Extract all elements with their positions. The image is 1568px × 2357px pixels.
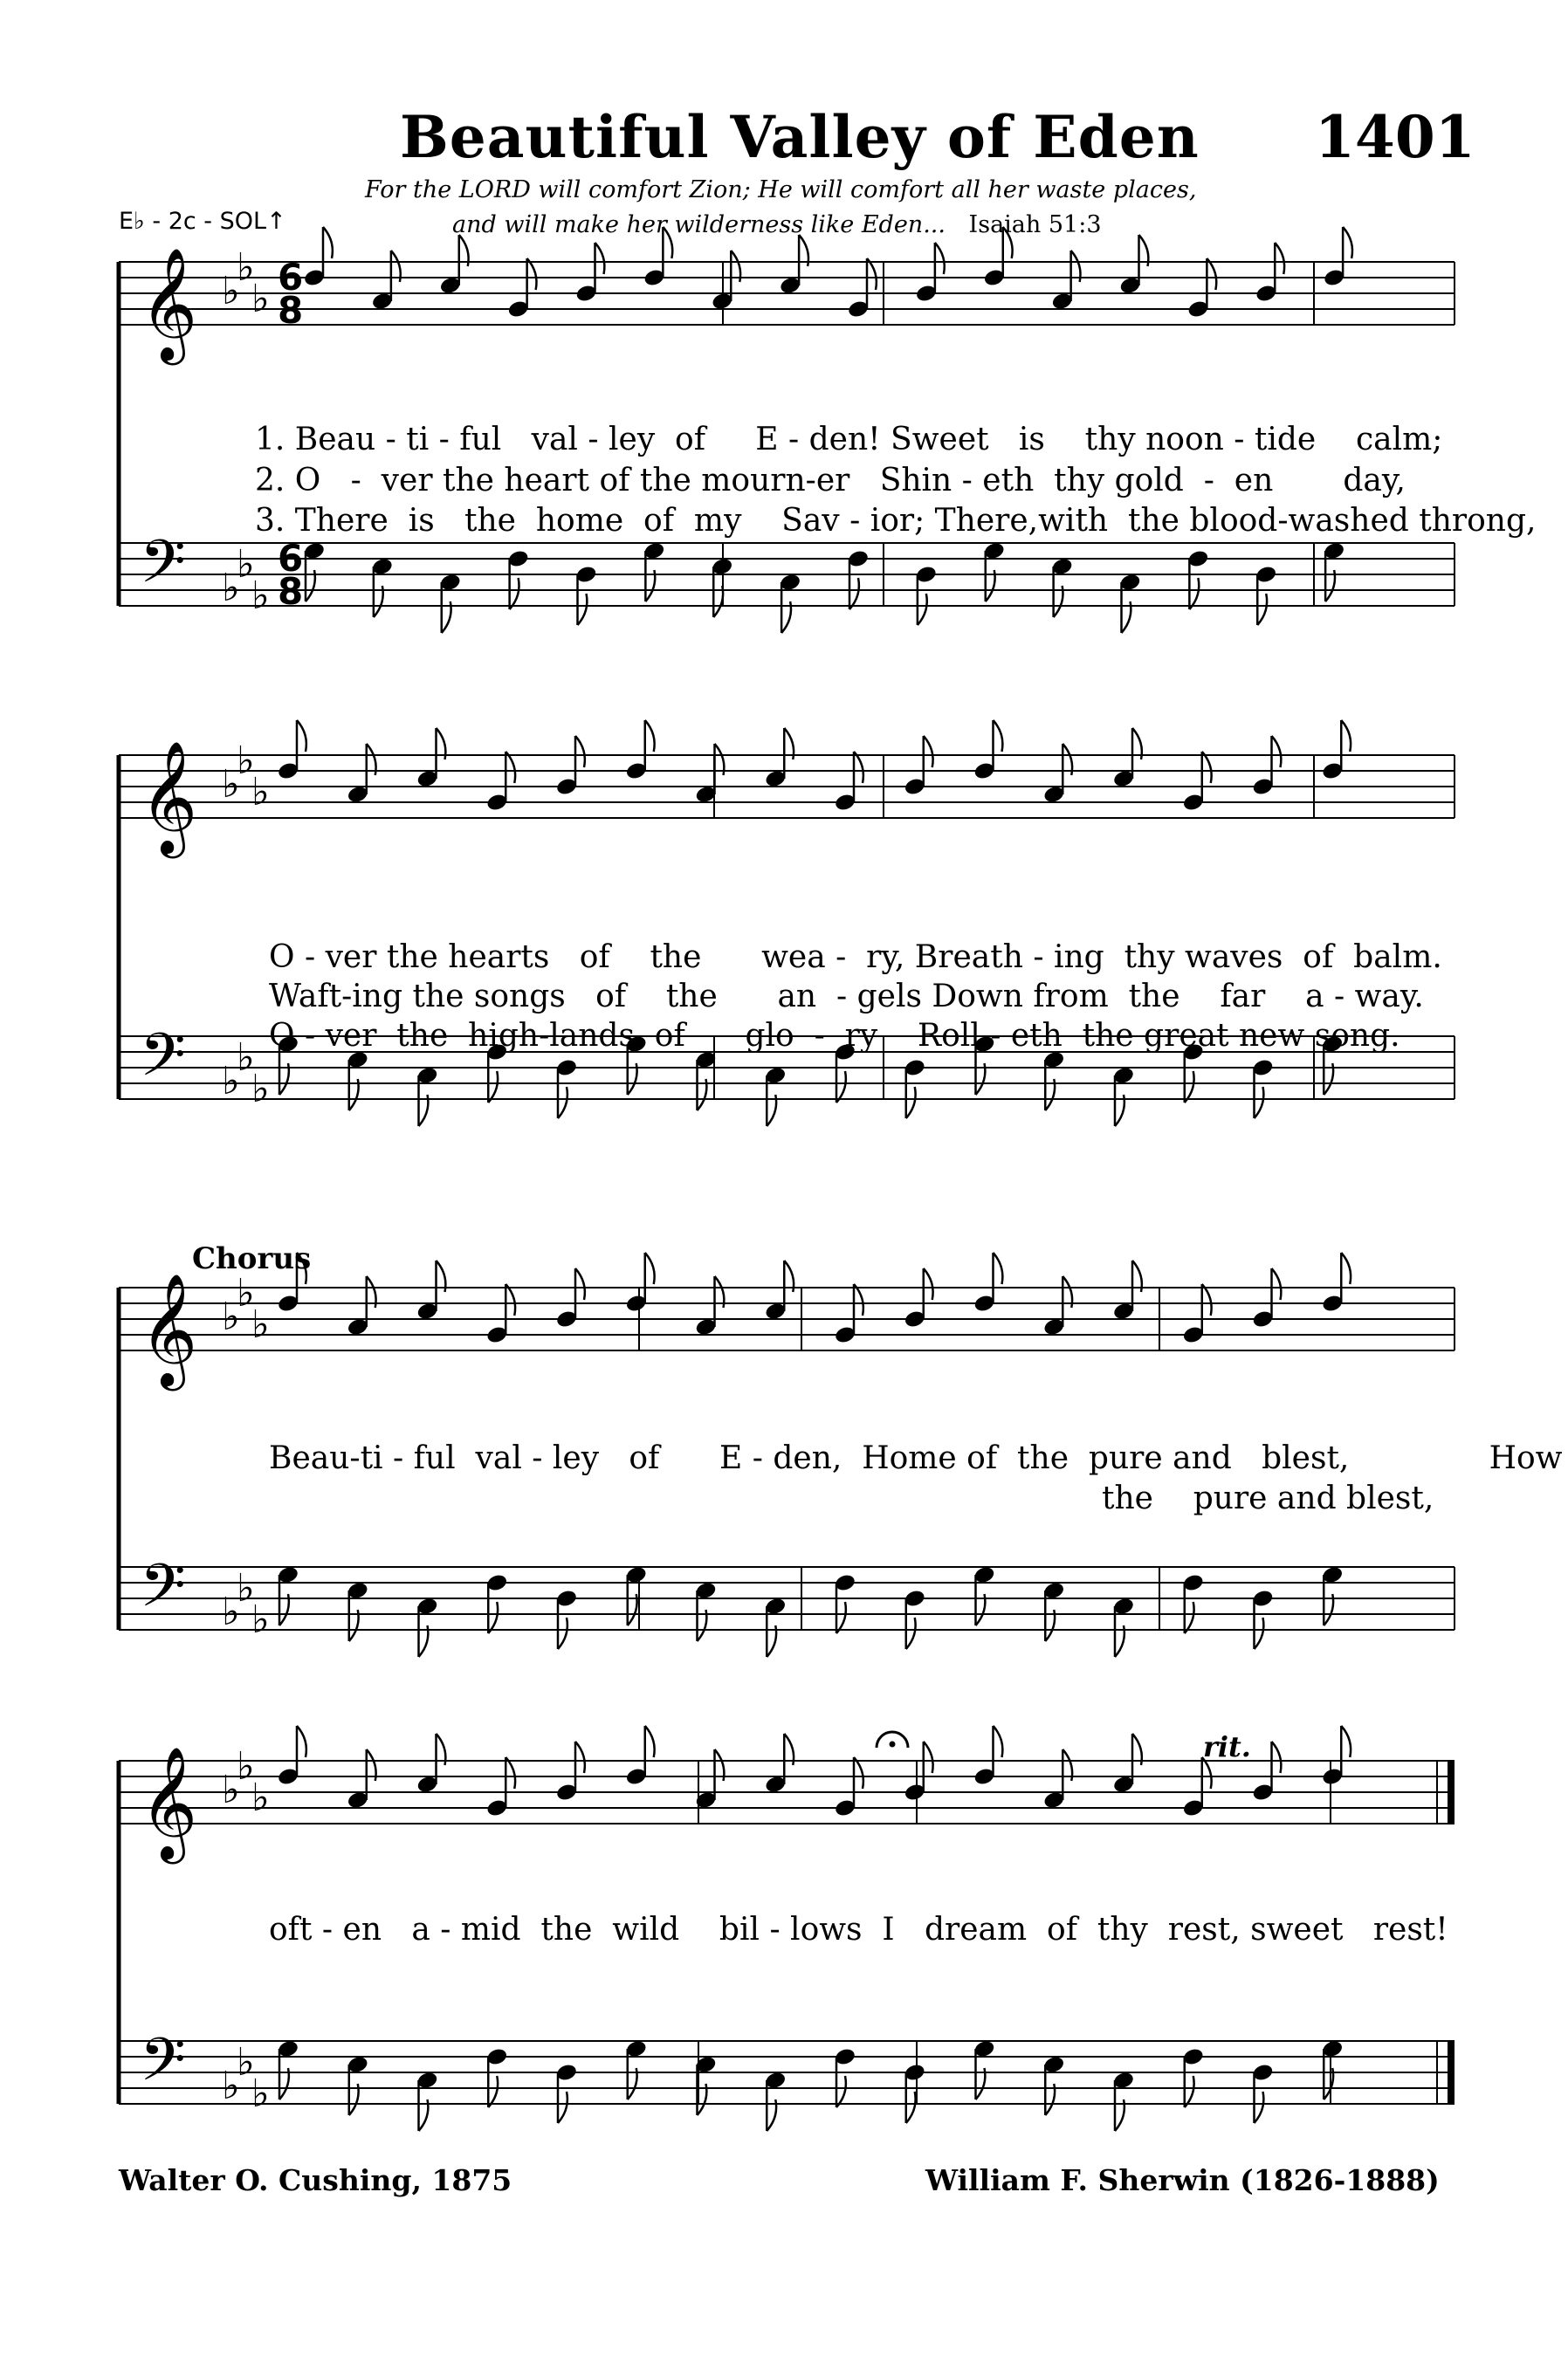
lyric-line: 2. O - ver the heart of the mourn-er Shin - eth thy gold - en day,: [255, 463, 1406, 498]
lyric-line: Beau-ti - ful val - ley of E - den, Home of the pure and blest, How: [269, 1440, 1563, 1476]
flat-sign-icon: ♭: [222, 269, 240, 313]
note-flag: [505, 1284, 515, 1316]
note-flag: [1255, 1087, 1264, 1118]
fermata-dot: [890, 1742, 896, 1748]
note-flag: [906, 1087, 916, 1118]
flat-sign-icon: ♭: [251, 2072, 270, 2116]
note-flag: [924, 1268, 933, 1300]
note-flag: [1341, 1726, 1351, 1757]
note-flag: [836, 1071, 846, 1103]
note-flag: [836, 1602, 846, 1633]
note-flag: [558, 2092, 567, 2123]
note-flag: [994, 720, 1003, 752]
note-flag: [1272, 736, 1282, 767]
flat-sign-icon: ♭: [222, 1059, 240, 1103]
flat-sign-icon: ♭: [251, 574, 270, 618]
flat-sign-icon: ♭: [237, 542, 255, 587]
flat-sign-icon: ♭: [251, 277, 270, 321]
note-flag: [1189, 578, 1199, 609]
flat-sign-icon: ♭: [251, 770, 270, 814]
lyric-line: O - ver the hearts of the wea - ry, Breath - ing thy waves of balm.: [269, 939, 1442, 975]
note-flag: [867, 258, 877, 290]
treble-clef-icon: 𝄞: [140, 740, 198, 854]
note-flag: [488, 1071, 498, 1103]
note-flag: [1185, 1602, 1194, 1633]
note-flag: [906, 2092, 916, 2123]
note-flag: [575, 1268, 585, 1300]
flat-sign-icon: ♭: [251, 1598, 270, 1642]
hymn-title: Beautiful Valley of Eden: [400, 103, 1200, 171]
scripture-epigraph-line2: [452, 211, 1102, 238]
chorus-label: Chorus: [192, 1241, 312, 1276]
time-signature-top: 6: [278, 537, 304, 580]
note-flag: [1202, 752, 1212, 783]
flat-sign-icon: ♭: [222, 762, 240, 807]
note-flag: [1275, 243, 1284, 274]
flat-sign-icon: ♭: [251, 1067, 270, 1111]
note-flag: [994, 1726, 1003, 1757]
note-flag: [836, 2076, 846, 2107]
lyric-line: the pure and blest,: [1102, 1481, 1434, 1516]
note-flag: [854, 1757, 863, 1789]
note-flag: [906, 1618, 916, 1649]
note-flag: [1185, 2076, 1194, 2107]
treble-clef-icon: 𝄞: [140, 1746, 198, 1859]
lyric-line: 1. Beau - ti - ful val - ley of E - den! Sweet is thy noon - tide calm;: [255, 422, 1443, 457]
note-flag: [488, 2076, 498, 2107]
lyric-line: 3. There is the home of my Sav - ior; There,with the blood-washed throng,: [255, 503, 1537, 539]
flat-sign-icon: ♭: [222, 1590, 240, 1634]
note-flag: [297, 720, 306, 752]
time-signature-bottom: 8: [278, 289, 304, 332]
note-flag: [918, 594, 927, 625]
lyric-line: O - ver the high-lands of glo - ry Roll - eth the great new song.: [269, 1018, 1400, 1054]
flat-sign-icon: ♭: [237, 245, 255, 290]
note-flag: [645, 1726, 655, 1757]
note-flag: [1185, 1071, 1194, 1103]
note-flag: [1257, 594, 1267, 625]
note-flag: [1255, 2092, 1264, 2123]
lyric-line: Waft-ing the songs of the an - gels Down from the far a - way.: [269, 979, 1424, 1014]
bass-clef-icon: 𝄢: [140, 1021, 186, 1104]
key-info: E♭ - 2c - SOL↑: [119, 208, 286, 235]
note-flag: [1341, 720, 1351, 752]
flat-sign-icon: ♭: [237, 2040, 255, 2085]
note-flag: [854, 1284, 863, 1316]
flat-sign-icon: ♭: [222, 2064, 240, 2108]
note-flag: [595, 243, 605, 274]
note-flag: [558, 1618, 567, 1649]
flat-sign-icon: ♭: [251, 1302, 270, 1347]
lyricist-credit: Walter O. Cushing, 1875: [119, 2163, 512, 2197]
note-flag: [505, 752, 515, 783]
flat-sign-icon: ♭: [251, 1776, 270, 1820]
note-flag: [575, 736, 585, 767]
treble-clef-icon: 𝄞: [140, 247, 198, 361]
note-flag: [645, 1253, 655, 1284]
flat-sign-icon: ♭: [222, 1295, 240, 1339]
hymn-number: 1401: [1315, 103, 1475, 171]
ritardando-mark: rit.: [1203, 1730, 1251, 1763]
note-flag: [505, 1757, 515, 1789]
epigraph-text: and will make her wilderness like Eden...: [452, 211, 946, 238]
note-flag: [1202, 1284, 1212, 1316]
flat-sign-icon: ♭: [237, 1744, 255, 1789]
note-flag: [488, 1602, 498, 1633]
note-flag: [849, 578, 859, 609]
note-flag: [1341, 1253, 1351, 1284]
note-flag: [1255, 1618, 1264, 1649]
time-signature-top: 6: [278, 256, 304, 299]
note-flag: [924, 1742, 933, 1773]
flat-sign-icon: ♭: [222, 566, 240, 610]
flat-sign-icon: ♭: [237, 1566, 255, 1611]
note-flag: [558, 1087, 567, 1118]
flat-sign-icon: ♭: [237, 1035, 255, 1080]
note-flag: [924, 736, 933, 767]
note-flag: [935, 243, 945, 274]
flat-sign-icon: ♭: [237, 1271, 255, 1316]
note-flag: [1207, 258, 1216, 290]
note-flag: [578, 594, 588, 625]
composer-credit: William F. Sherwin (1826-1888): [925, 2163, 1440, 2197]
bass-clef-icon: 𝄢: [140, 2026, 186, 2109]
bass-clef-icon: 𝄢: [140, 528, 186, 611]
note-flag: [1272, 1268, 1282, 1300]
note-flag: [994, 1253, 1003, 1284]
flat-sign-icon: ♭: [237, 739, 255, 783]
scripture-epigraph-line1: For the LORD will comfort Zion; He will comfort all her waste places,: [365, 176, 1197, 203]
note-flag: [510, 578, 519, 609]
note-flag: [297, 1726, 306, 1757]
flat-sign-icon: ♭: [222, 1768, 240, 1812]
time-signature-bottom: 8: [278, 570, 304, 613]
bass-clef-icon: 𝄢: [140, 1552, 186, 1635]
scripture-reference: Isaiah 51:3: [968, 211, 1102, 238]
note-flag: [1272, 1742, 1282, 1773]
treble-clef-icon: 𝄞: [140, 1273, 198, 1386]
note-flag: [854, 752, 863, 783]
note-flag: [527, 258, 537, 290]
note-flag: [645, 720, 655, 752]
note-flag: [323, 227, 333, 258]
note-flag: [1343, 227, 1352, 258]
note-flag: [575, 1742, 585, 1773]
lyric-line: oft - en a - mid the wild bil - lows I dream of thy rest, sweet rest!: [269, 1912, 1448, 1948]
